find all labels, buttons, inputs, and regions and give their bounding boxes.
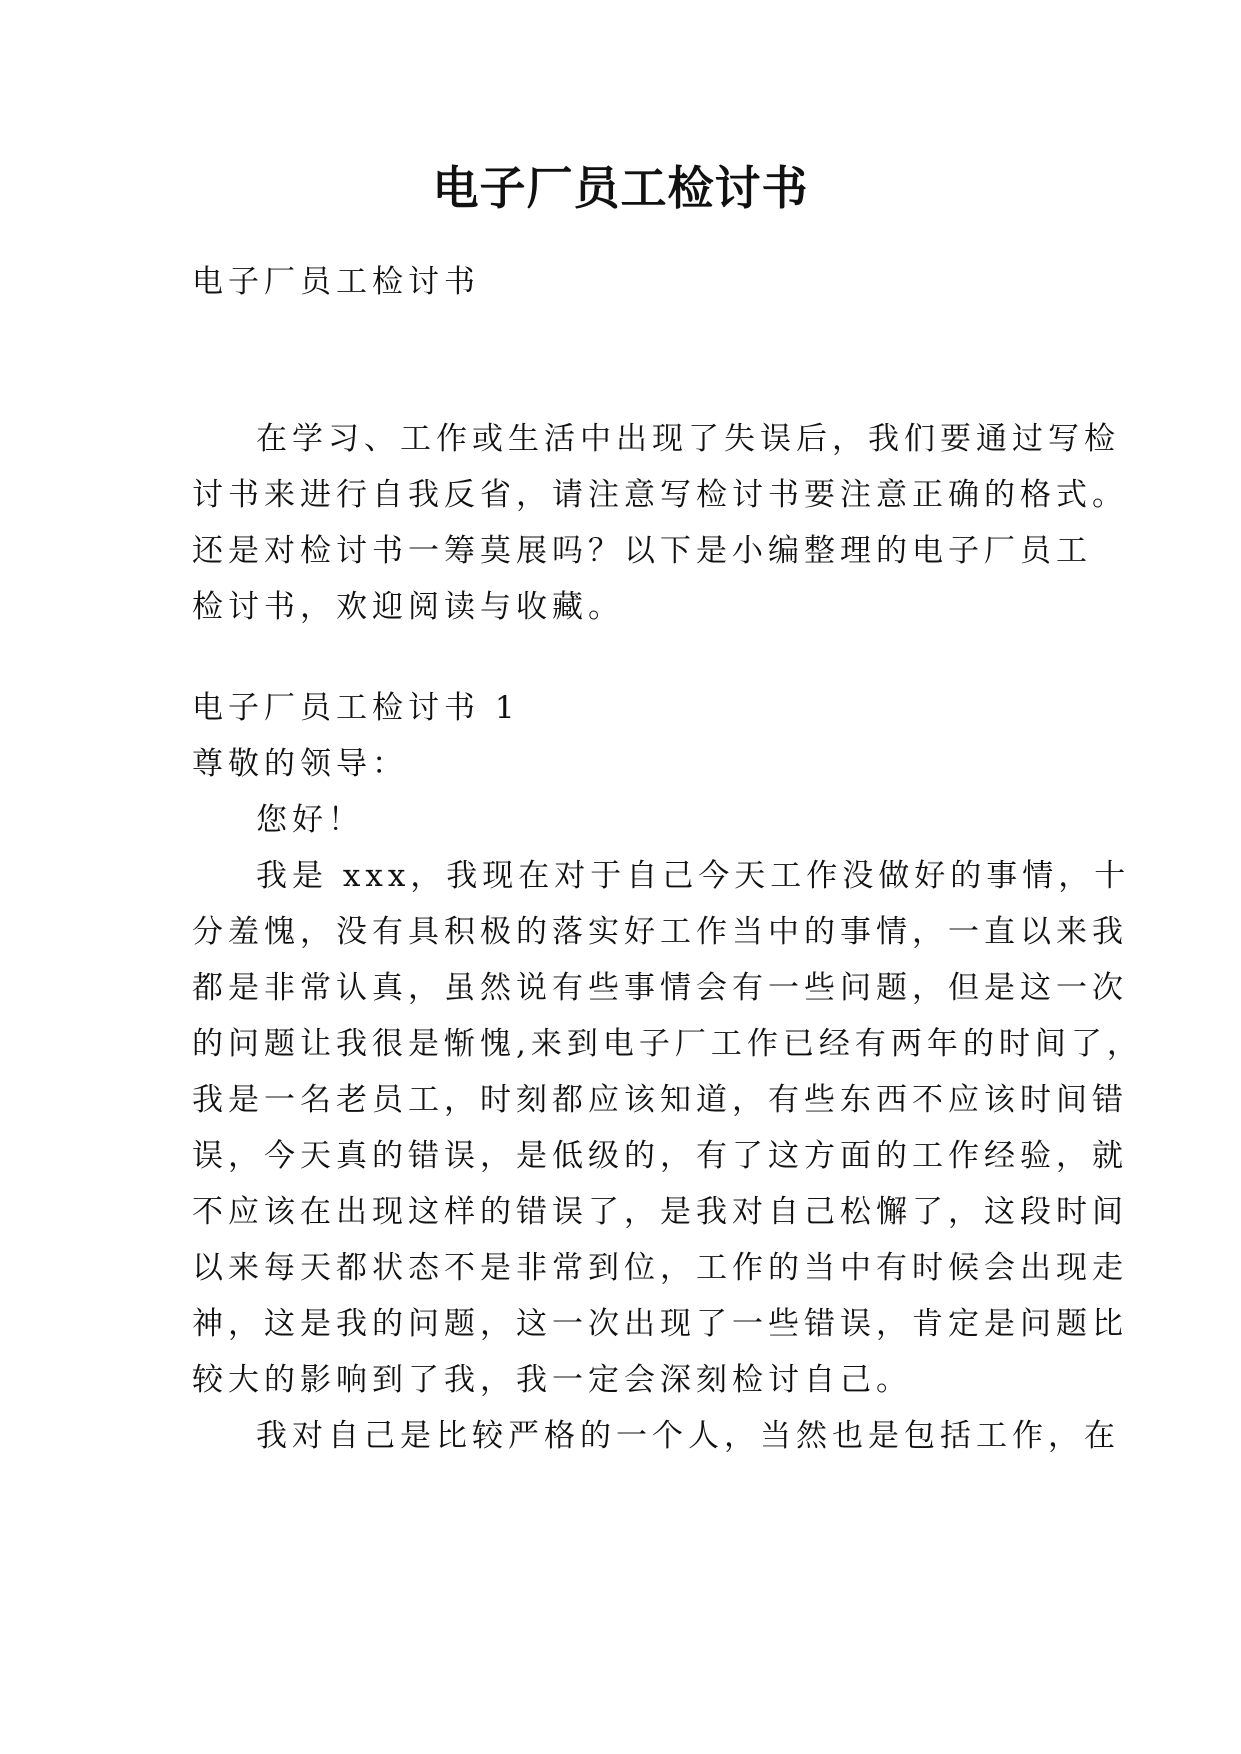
paragraph-line: 我是 xxx，我现在对于自己今天工作没做好的事情，十 xyxy=(256,858,1131,894)
paragraph-line: 都是非常认真，虽然说有些事情会有一些问题，但是这一次 xyxy=(192,970,1128,1006)
paragraph-line: 我对自己是比较严格的一个人，当然也是包括工作，在 xyxy=(256,1418,1120,1454)
section-heading: 电子厂员工检讨书 1 xyxy=(192,690,520,726)
paragraph-line: 我是一名老员工，时刻都应该知道，有些东西不应该时间错 xyxy=(192,1082,1128,1118)
paragraph-line: 的问题让我很是惭愧,来到电子厂工作已经有两年的时间了， xyxy=(192,1026,1143,1062)
letter-body xyxy=(192,680,1143,1464)
intro-paragraph xyxy=(192,411,1128,635)
intro-line: 在学习、工作或生活中出现了失误后，我们要通过写检 xyxy=(256,421,1120,457)
greeting: 您好！ xyxy=(256,802,364,838)
intro-line: 还是对检讨书一筹莫展吗？以下是小编整理的电子厂员工 xyxy=(192,533,1092,569)
intro-line: 讨书来进行自我反省，请注意写检讨书要注意正确的格式。 xyxy=(192,477,1128,513)
document-title: 电子厂员工检讨书 xyxy=(432,161,809,215)
paragraph-line: 分羞愧，没有具积极的落实好工作当中的事情，一直以来我 xyxy=(192,914,1128,950)
salutation: 尊敬的领导： xyxy=(192,746,408,782)
paragraph-line: 误，今天真的错误，是低级的，有了这方面的工作经验，就 xyxy=(192,1138,1128,1174)
paragraph-line: 较大的影响到了我，我一定会深刻检讨自己。 xyxy=(192,1362,912,1398)
paragraph-line: 以来每天都状态不是非常到位，工作的当中有时候会出现走 xyxy=(192,1250,1128,1286)
paragraph-line: 神，这是我的问题，这一次出现了一些错误，肯定是问题比 xyxy=(192,1306,1128,1342)
document-subtitle xyxy=(192,254,1072,310)
subtitle-text: 电子厂员工检讨书 xyxy=(192,264,480,300)
intro-line: 检讨书，欢迎阅读与收藏。 xyxy=(192,589,624,625)
paragraph-line: 不应该在出现这样的错误了，是我对自己松懈了，这段时间 xyxy=(192,1194,1128,1230)
